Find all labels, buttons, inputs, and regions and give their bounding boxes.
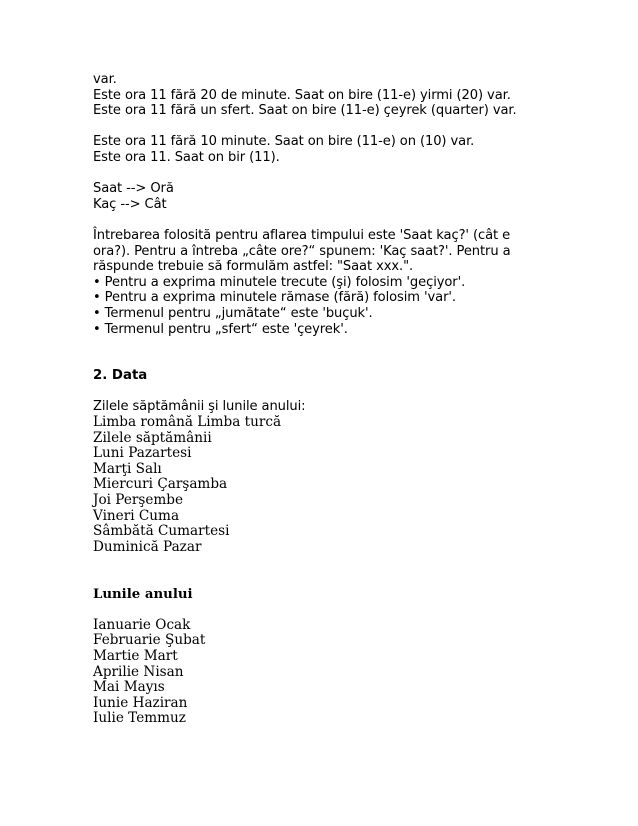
paragraph-gap: [93, 212, 553, 228]
time-examples-b: [93, 134, 553, 165]
months-row: Mai Mayıs: [93, 679, 165, 696]
text-line: Întrebarea folosită pentru aflarea timpului este 'Saat kaç?' (cât e: [93, 227, 511, 243]
paragraph-gap: [93, 555, 553, 571]
months-row: Februarie Şubat: [93, 632, 206, 649]
paragraph-gap: [93, 166, 553, 182]
paragraph-gap: [93, 353, 553, 369]
text-line: Este ora 11 fără un sfert. Saat on bire (11-e) çeyrek (quarter) var.: [93, 103, 517, 119]
days-row: Limba română Limba turcă: [93, 414, 282, 431]
vocabulary-block: [93, 181, 553, 212]
paragraph-gap: [93, 602, 553, 618]
text-line: Este ora 11. Saat on bir (11).: [93, 149, 280, 165]
bullet-item: • Pentru a exprima minutele rămase (fără) folosim 'var'.: [93, 290, 456, 306]
months-row: Iunie Haziran: [93, 694, 188, 711]
rules-bullet-list: [93, 275, 553, 337]
document-page: [93, 72, 553, 727]
text-line: ora?). Pentru a întreba „câte ore?“ spunem: 'Kaç saat?'. Pentru a: [93, 243, 511, 259]
days-row: Vineri Cuma: [93, 507, 180, 524]
section-heading-data: 2. Data: [93, 368, 148, 384]
days-row: Sâmbătă Cumartesi: [93, 523, 230, 540]
section-intro: Zilele săptămânii şi lunile anului:: [93, 399, 306, 415]
days-row: Miercuri Çarşamba: [93, 476, 228, 493]
vocab-line: Saat --> Oră: [93, 181, 174, 197]
bullet-item: • Termenul pentru „sfert“ este 'çeyrek'.: [93, 321, 348, 337]
text-line: răspunde trebuie să formulăm astfel: "Saat xxx.".: [93, 259, 414, 275]
months-row: Ianuarie Ocak: [93, 616, 191, 633]
paragraph-gap: [93, 119, 553, 135]
vocab-line: Kaç --> Cât: [93, 196, 167, 212]
months-row: Aprilie Nisan: [93, 663, 184, 680]
text-line: var.: [93, 72, 117, 87]
months-row: Iulie Temmuz: [93, 710, 186, 727]
explanation-paragraph: [93, 228, 553, 275]
days-table: [93, 415, 553, 555]
bullet-item: • Termenul pentru „jumătate“ este 'buçuk'.: [93, 305, 373, 321]
time-examples-a: [93, 72, 553, 119]
days-row: Joi Perşembe: [93, 492, 184, 509]
months-table: [93, 618, 553, 727]
months-row: Martie Mart: [93, 647, 178, 664]
days-row: Marţi Salı: [93, 460, 162, 477]
text-line: Este ora 11 fără 10 minute. Saat on bire (11-e) on (10) var.: [93, 134, 475, 150]
bullet-item: • Pentru a exprima minutele trecute (şi) folosim 'geçiyor'.: [93, 274, 466, 290]
section-heading-months: Lunile anului: [93, 586, 193, 602]
paragraph-gap: [93, 337, 553, 353]
days-row: Zilele săptămânii: [93, 429, 212, 446]
paragraph-gap: [93, 571, 553, 587]
days-row: Duminică Pazar: [93, 538, 202, 555]
text-line: Este ora 11 fără 20 de minute. Saat on bire (11-e) yirmi (20) var.: [93, 87, 511, 103]
days-row: Luni Pazartesi: [93, 445, 192, 462]
paragraph-gap: [93, 384, 553, 400]
